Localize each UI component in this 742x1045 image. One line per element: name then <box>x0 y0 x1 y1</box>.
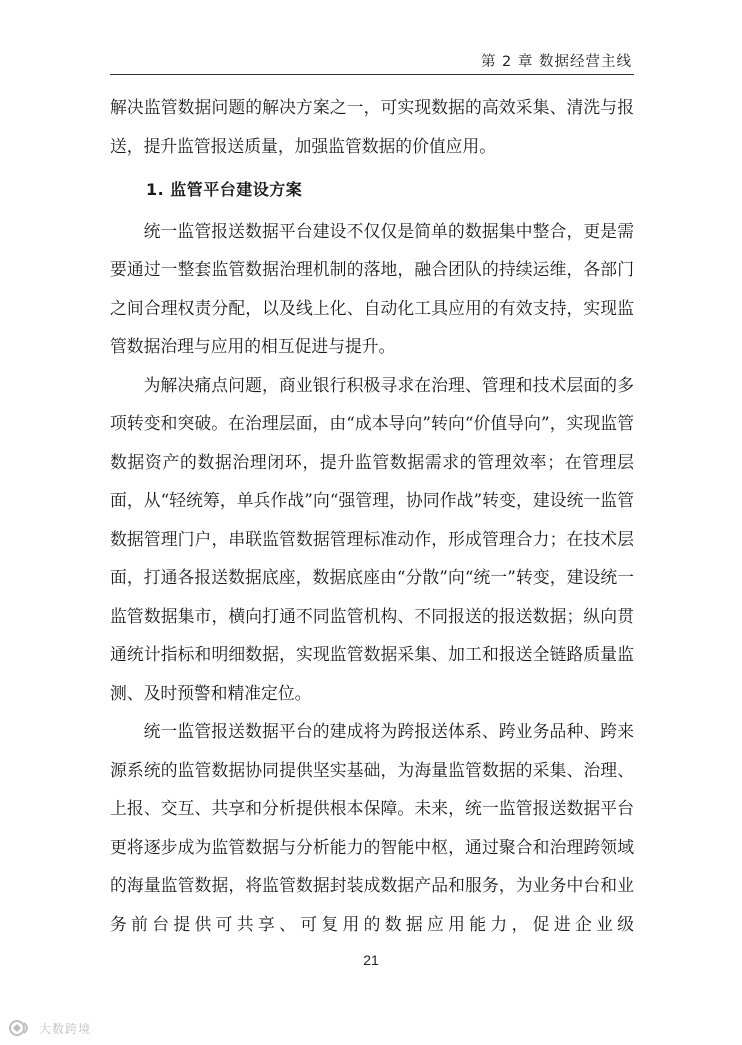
chapter-title: 第 2 章 数据经营主线 <box>480 54 632 70</box>
page-body <box>110 88 634 943</box>
paragraph-2: 为解决痛点问题，商业银行积极寻求在治理、管理和技术层面的多项转变和突破。在治理层面，由“成本导向”转向“价值导向”，实现监管数据资产的数据治理闭环，提升监管数据需求的管理效率；在管理层面，从“轻统筹，单兵作战”向“强管理，协同作战”转变，建设统一监管数据管理门户，串联监管数据管理标准动作，形成管理合力；在技术层面，打通各报送数据底座，数据底座由“分散”向“统一”转变，建设统一监管数据集市，横向打通不同监管机构、不同报送的报送数据；纵向贯通统计指标和明细数据，实现监管数据采集、加工和报送全链路质量监测、及时预警和精准定位。 <box>110 374 634 703</box>
page-header <box>110 46 634 75</box>
page-number: 21 <box>363 952 379 968</box>
watermark <box>8 1017 91 1039</box>
paragraph-continued: 解决监管数据问题的解决方案之一，可实现数据的高效采集、清洗与报送，提升监管报送质量，加强监管数据的价值应用。 <box>110 97 634 156</box>
paragraph-1: 统一监管报送数据平台建设不仅仅是简单的数据集中整合，更是需要通过一整套监管数据治理机制的落地，融合团队的持续运维，各部门之间合理权责分配，以及线上化、自动化工具应用的有效支持，实现监管数据治理与应用的相互促进与提升。 <box>110 220 634 356</box>
paragraph-3: 统一监管报送数据平台的建成将为跨报送体系、跨业务品种、跨来源系统的监管数据协同提供坚实基础，为海量监管数据的采集、治理、上报、交互、共享和分析提供根本保障。未来，统一监管报送数据平台更将逐步成为监管数据与分析能力的智能中枢，通过聚合和治理跨领域的海量监管数据，将监管数据封装成数据产品和服务，为业务中台和业务前台提供可共享、可复用的数据应用能力，促进企业级 <box>110 721 634 934</box>
brand-logo-icon <box>8 1019 34 1037</box>
section-heading: 1. 监管平台建设方案 <box>146 180 303 199</box>
watermark-text: 大数跨境 <box>39 1021 92 1036</box>
